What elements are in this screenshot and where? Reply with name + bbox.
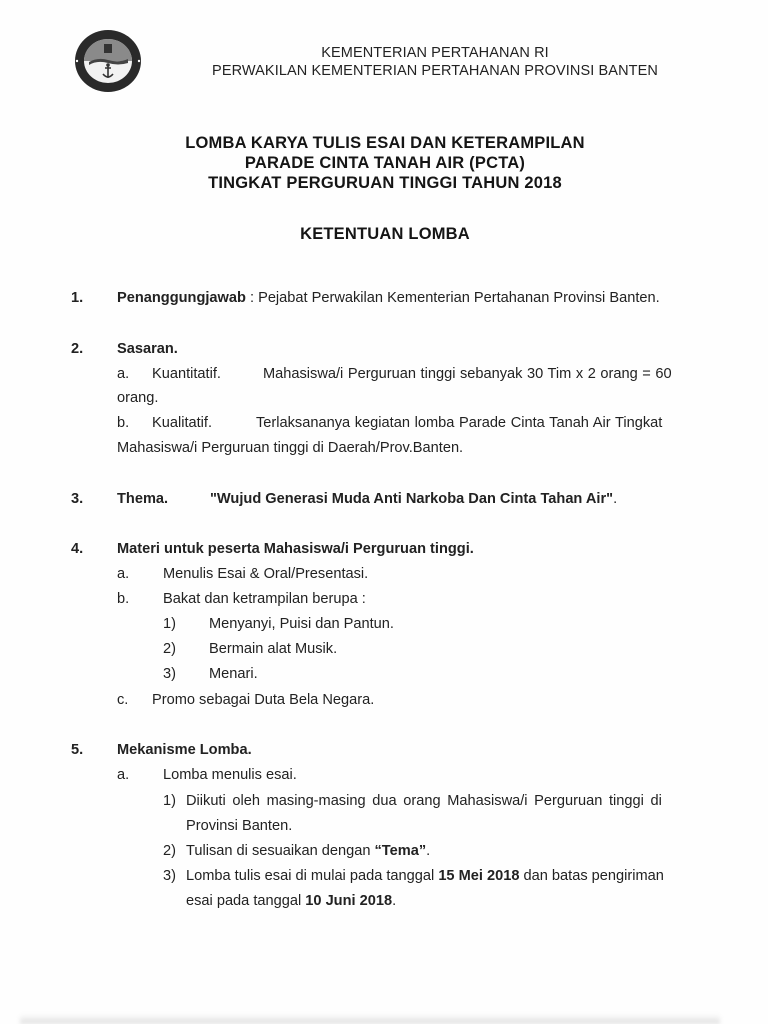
letterhead-line-1: KEMENTERIAN PERTAHANAN RI bbox=[321, 45, 549, 61]
section-5a-1-continuation: Provinsi Banten. bbox=[186, 818, 293, 834]
section-2b-text: Terlaksananya kegiatan lomba Parade Cinta Tanah Air Tingkat bbox=[256, 415, 663, 431]
title-line-2: PARADE CINTA TANAH AIR (PCTA) bbox=[244, 154, 526, 172]
section-5a-3-continuation: esai pada tanggal 10 Juni 2018. bbox=[186, 893, 397, 909]
section-4b-2-text: Bermain alat Musik. bbox=[209, 641, 338, 657]
section-5a-1-marker: 1) bbox=[163, 793, 176, 809]
section-4b-2-marker: 2) bbox=[163, 641, 176, 657]
section-2-heading: Sasaran. bbox=[117, 341, 178, 357]
section-1-responsible bbox=[117, 290, 660, 306]
section-5-number: 5. bbox=[71, 742, 84, 758]
section-5a-3-marker: 3) bbox=[163, 868, 176, 884]
section-4b-3-marker: 3) bbox=[163, 666, 176, 682]
section-4b-1-marker: 1) bbox=[163, 616, 176, 632]
section-2b-label: Kualitatif. bbox=[152, 415, 213, 431]
section-3-heading: Thema. bbox=[117, 491, 169, 507]
section-1-heading: Penanggungjawab bbox=[117, 290, 246, 306]
scan-edge-shadow bbox=[20, 1014, 720, 1024]
section-3-number: 3. bbox=[71, 491, 84, 507]
section-1-text: : Pejabat Perwakilan Kementerian Pertahanan Provinsi Banten. bbox=[245, 290, 660, 306]
section-4b-3-text: Menari. bbox=[209, 666, 258, 682]
letterhead-line-2: PERWAKILAN KEMENTERIAN PERTAHANAN PROVINSI BANTEN bbox=[212, 63, 658, 79]
deadline-date: 10 Juni 2018 bbox=[305, 893, 393, 909]
ministry-of-defense-seal-icon bbox=[73, 28, 143, 94]
section-5a-1-text: Diikuti oleh masing-masing dua orang Mahasiswa/i Perguruan tinggi di bbox=[186, 793, 662, 809]
section-3-theme: "Wujud Generasi Muda Anti Narkoba Dan Cinta Tahan Air". bbox=[210, 491, 618, 507]
section-4c-text: Promo sebagai Duta Bela Negara. bbox=[152, 692, 375, 708]
section-4-number: 4. bbox=[71, 541, 84, 557]
section-2a-label: Kuantitatif. bbox=[152, 366, 221, 382]
section-5-heading: Mekanisme Lomba. bbox=[117, 742, 252, 758]
start-date: 15 Mei 2018 bbox=[438, 868, 520, 884]
section-2a-marker: a. bbox=[117, 366, 130, 382]
section-5a-text: Lomba menulis esai. bbox=[163, 767, 297, 783]
section-2b-continuation: Mahasiswa/i Perguruan tinggi di Daerah/Prov.Banten. bbox=[117, 440, 464, 456]
section-4c-marker: c. bbox=[117, 692, 129, 708]
document-subtitle: KETENTUAN LOMBA bbox=[300, 225, 470, 243]
section-5a-2-marker: 2) bbox=[163, 843, 176, 859]
section-2b-marker: b. bbox=[117, 415, 130, 431]
section-2a-continuation: orang. bbox=[117, 390, 159, 406]
section-5a-marker: a. bbox=[117, 767, 130, 783]
section-4a-text: Menulis Esai & Oral/Presentasi. bbox=[163, 566, 369, 582]
section-2-number: 2. bbox=[71, 341, 84, 357]
title-line-3: TINGKAT PERGURUAN TINGGI TAHUN 2018 bbox=[208, 174, 562, 192]
title-line-1: LOMBA KARYA TULIS ESAI DAN KETERAMPILAN bbox=[185, 134, 585, 152]
section-4-heading: Materi untuk peserta Mahasiswa/i Perguruan tinggi. bbox=[117, 541, 474, 557]
section-4b-marker: b. bbox=[117, 591, 130, 607]
section-4b-text: Bakat dan ketrampilan berupa : bbox=[163, 591, 366, 607]
section-5a-2-text: Tulisan di sesuaikan dengan “Tema”. bbox=[186, 843, 431, 859]
theme-reference: “Tema” bbox=[374, 843, 427, 859]
section-2a-text: Mahasiswa/i Perguruan tinggi sebanyak 30 Tim x 2 orang = 60 bbox=[263, 366, 672, 382]
theme-text: "Wujud Generasi Muda Anti Narkoba Dan Cinta Tahan Air" bbox=[210, 491, 614, 507]
section-4a-marker: a. bbox=[117, 566, 130, 582]
section-5a-3-text: Lomba tulis esai di mulai pada tanggal 15 Mei 2018 dan batas pengiriman bbox=[186, 868, 664, 884]
section-1-number: 1. bbox=[71, 290, 84, 306]
section-4b-1-text: Menyanyi, Puisi dan Pantun. bbox=[209, 616, 394, 632]
